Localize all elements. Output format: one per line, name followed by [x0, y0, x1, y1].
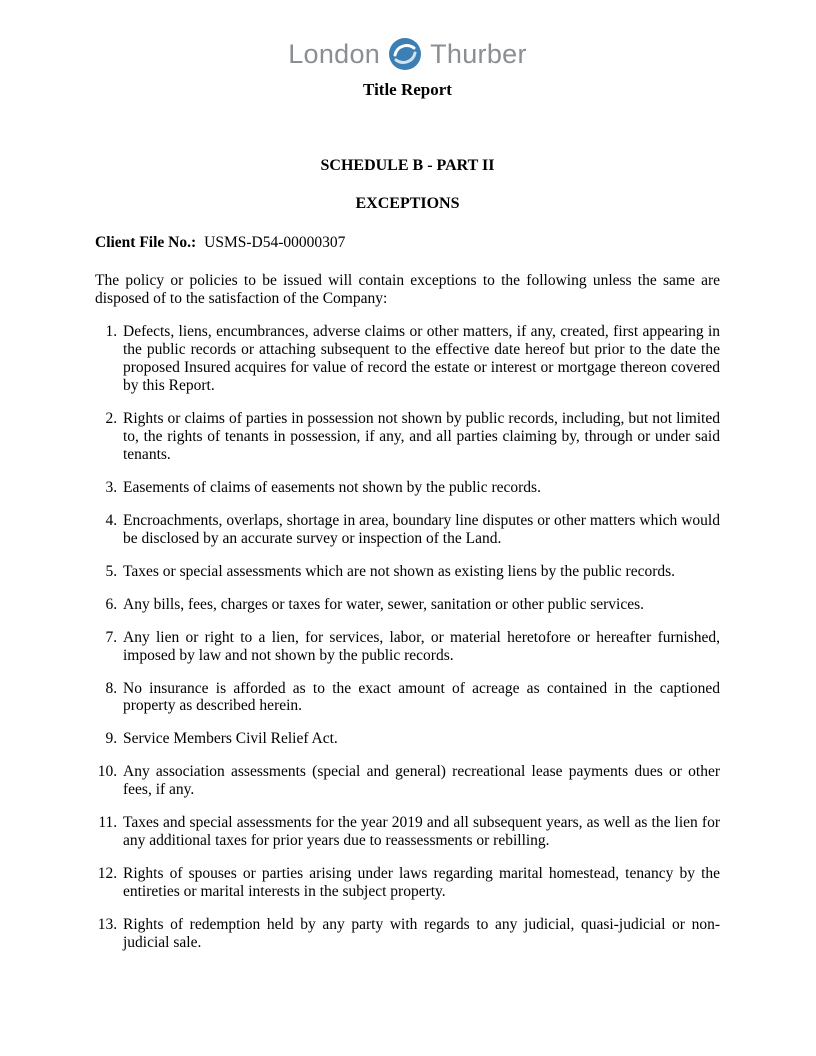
document-type-title: Title Report [363, 80, 452, 99]
logo-word-london: London [288, 38, 381, 69]
exception-item-1: 1. Defects, liens, encumbrances, adverse claims or other matters, if any, created, first appearing in the public records or attaching subsequent to the effective date hereof but prior to the date the proposed Insured acquires for value of record the estate or interest or mortgage thereon covered by this Report. [121, 323, 720, 395]
intro-paragraph: The policy or policies to be issued will contain exceptions to the following unless the same are disposed of to the satisfaction of the Company: [95, 272, 720, 307]
exception-item-6: 6. Any bills, fees, charges or taxes for water, sewer, sanitation or other public services. [121, 596, 720, 614]
exception-item-13: 13. Rights of redemption held by any party with regards to any judicial, quasi-judicial or non-judicial sale. [121, 916, 720, 952]
exception-item-8: 8. No insurance is afforded as to the exact amount of acreage as contained in the captioned property as described herein. [121, 680, 720, 716]
exception-item-2: 2. Rights or claims of parties in possession not shown by public records, including, but not limited to, the rights of tenants in possession, if any, and all parties claiming by, through or under said tenants. [121, 410, 720, 464]
company-logo [95, 36, 720, 72]
exception-item-9: 9. Service Members Civil Relief Act. [121, 730, 720, 748]
client-file-line [95, 234, 720, 252]
exception-item-5: 5. Taxes or special assessments which are not shown as existing liens by the public records. [121, 563, 720, 581]
swirl-globe-icon [387, 36, 423, 72]
client-file-number: USMS-D54-00000307 [204, 234, 346, 251]
schedule-title: SCHEDULE B - PART II [320, 157, 495, 174]
section-title: EXCEPTIONS [355, 195, 460, 212]
exception-item-11: 11. Taxes and special assessments for the year 2019 and all subsequent years, as well as the lien for any additional taxes for prior years due to reassessments or rebilling. [121, 814, 720, 850]
exception-item-7: 7. Any lien or right to a lien, for services, labor, or material heretofore or hereafter furnished, imposed by law and not shown by the public records. [121, 629, 720, 665]
exception-item-10: 10. Any association assessments (special and general) recreational lease payments dues or other fees, if any. [121, 763, 720, 799]
exception-item-3: 3. Easements of claims of easements not shown by the public records. [121, 479, 720, 497]
exception-item-12: 12. Rights of spouses or parties arising under laws regarding marital homestead, tenancy by the entireties or marital interests in the subject property. [121, 865, 720, 901]
client-file-label: Client File No.: [95, 234, 197, 251]
exceptions-list [95, 323, 720, 952]
exception-item-4: 4. Encroachments, overlaps, shortage in area, boundary line disputes or other matters which would be disclosed by an accurate survey or inspection of the Land. [121, 512, 720, 548]
logo-word-thurber: Thurber [430, 38, 527, 69]
